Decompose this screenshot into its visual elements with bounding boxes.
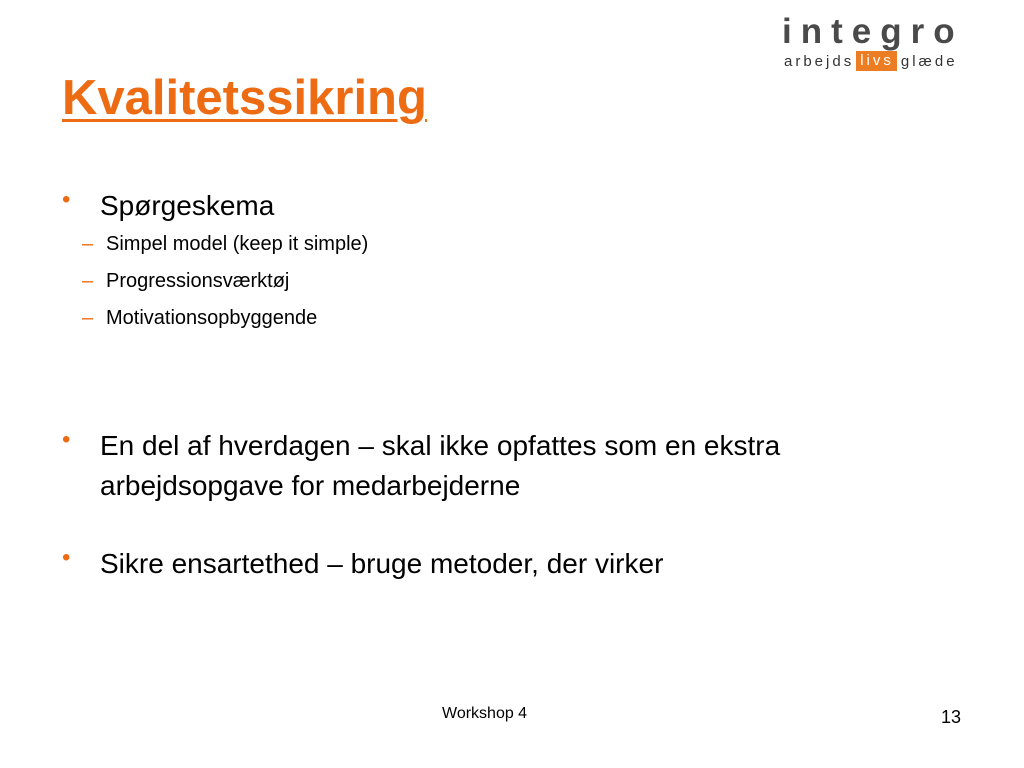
- sub-bullet-text: Progressionsværktøj: [106, 270, 290, 292]
- dash-icon: –: [82, 233, 94, 255]
- bullet-item: [62, 186, 962, 226]
- bullet-item: [62, 426, 962, 506]
- logo-tagline: [784, 50, 958, 72]
- sub-bullet-item: [62, 300, 962, 337]
- bullet-icon: •: [62, 426, 71, 453]
- footer-text: Workshop 4: [442, 705, 528, 722]
- integro-logo: [782, 14, 1006, 74]
- sub-bullet-item: [62, 263, 962, 300]
- bullet-icon: •: [62, 186, 71, 213]
- sub-bullet-text: Motivationsopbyggende: [106, 307, 318, 329]
- slide-body: [62, 186, 962, 584]
- dash-icon: –: [82, 307, 94, 329]
- slide-title: Kvalitetssikring: [62, 71, 427, 125]
- page-number: 13: [941, 707, 962, 727]
- logo-tagline-before: arbejds: [784, 52, 855, 70]
- sub-bullet-item: [62, 226, 962, 263]
- bullet-text: En del af hverdagen – skal ikke opfattes som en ekstra arbejdsopgave for medarbejderne: [100, 430, 781, 501]
- bullet-text: Sikre ensartethed – bruge metoder, der virker: [100, 548, 664, 579]
- sub-bullet-list: [62, 226, 962, 337]
- logo-tagline-highlight: livs: [856, 51, 897, 71]
- bullet-icon: •: [62, 544, 71, 571]
- logo-tagline-after: glæde: [900, 52, 958, 70]
- dash-icon: –: [82, 270, 94, 292]
- bullet-item: [62, 544, 962, 584]
- sub-bullet-text: Simpel model (keep it simple): [106, 233, 369, 255]
- logo-wordmark: integro: [782, 12, 964, 51]
- bullet-text: Spørgeskema: [100, 190, 275, 221]
